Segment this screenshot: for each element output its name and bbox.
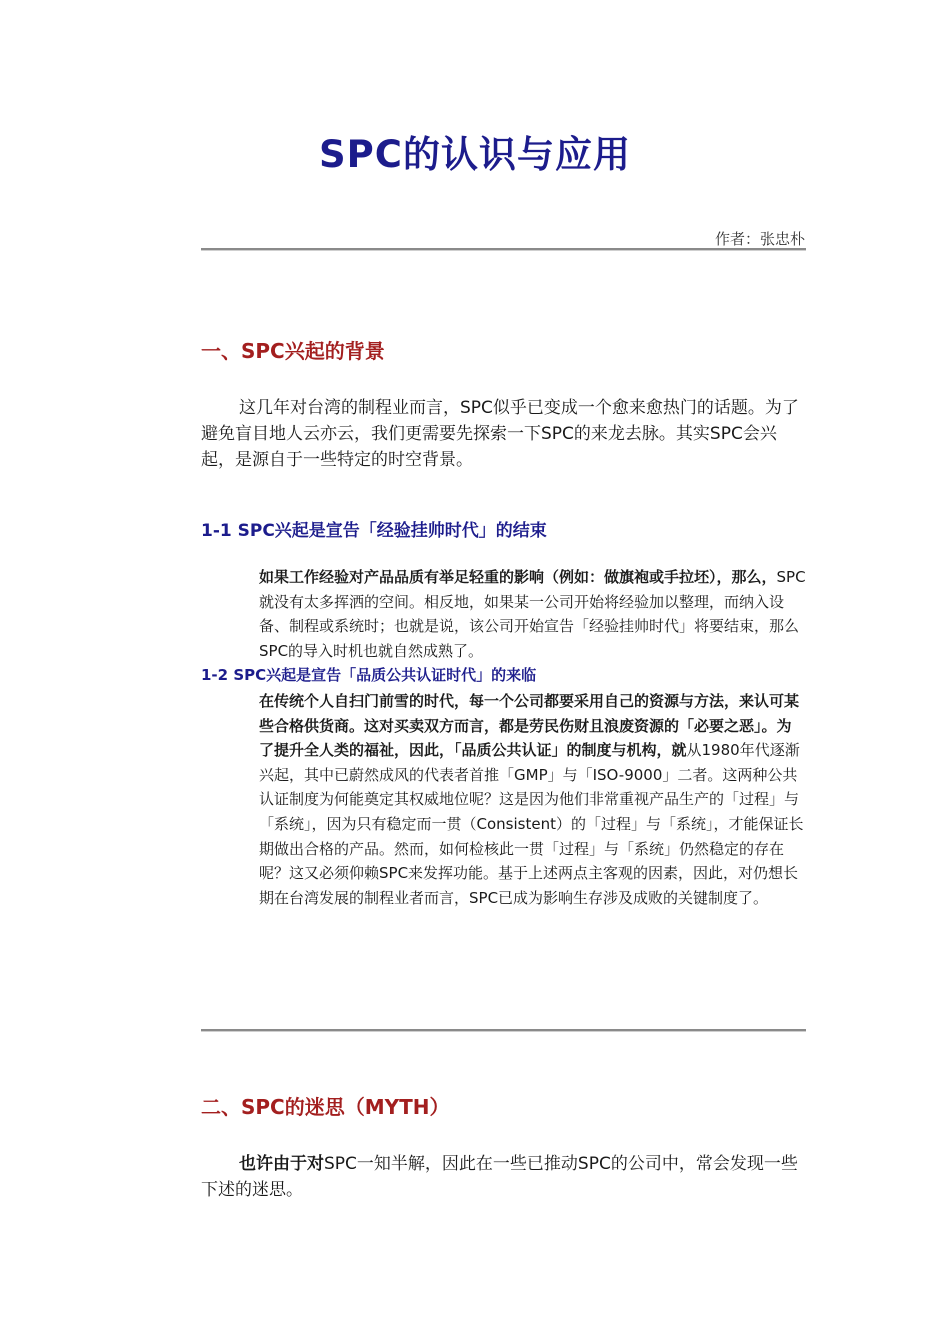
- subsection-1-1-heading: 1-1 SPC兴起是宣告「经验挂帅时代」的结束: [201, 521, 547, 541]
- section-2-intro: [201, 1151, 806, 1203]
- subsection-1-2-body: [259, 689, 806, 910]
- subsection-1-1-bold-text: 如果工作经验对产品品质有举足轻重的影响（例如：做旗袍或手拉坯），那么，: [259, 568, 777, 586]
- section-1-intro: [201, 395, 806, 473]
- section-2-bold-text: 也许由于对: [239, 1154, 324, 1174]
- page-title: SPC的认识与应用: [319, 133, 631, 176]
- subsection-1-2-bold-text: 在传统个人自扫门前雪的时代，每一个公司都要采用自己的资源与方法，来认可某些合格供货商。这对买卖双方而言，都是劳民伤财且浪废资源的「必要之恶」。为了提升全人类的福祉，因此，「品质公共认证」的制度与机构，就: [259, 692, 800, 760]
- subsection-1-1-text: SPC就没有太多挥洒的空间。相反地，如果某一公司开始将经验加以整理，而纳入设备、制程或系统时；也就是说，该公司开始宣告「经验挂帅时代」将要结束，那么SPC的导入时机也就自然成熟了。: [259, 568, 806, 660]
- subsection-1-2-heading: 1-2 SPC兴起是宣告「品质公共认证时代」的来临: [201, 666, 537, 684]
- subsection-1-2-text: 从1980年代逐渐兴起，其中已蔚然成风的代表者首推「GMP」与「ISO-9000」二者。这两种公共认证制度为何能奠定其权威地位呢？这是因为他们非常重视产品生产的「过程」与「系统」，因为只有稳定而一贯（Consistent）的「过程」与「系统」，才能保证长期做出合格的产品。然而，如何检核此一贯「过程」与「系统」仍然稳定的存在呢？这又必须仰赖SPC来发挥功能。基于上述两点主客观的因素，因此，对仍想长期在台湾发展的制程业者而言，SPC已成为影响生存涉及成败的关键制度了。: [259, 741, 804, 907]
- middle-divider: [201, 1029, 806, 1032]
- section-1-heading: 一、SPC兴起的背景: [201, 339, 385, 363]
- section-1-intro-text: 这几年对台湾的制程业而言，SPC似乎已变成一个愈来愈热门的话题。为了避免盲目地人云亦云，我们更需要先探索一下SPC的来龙去脉。其实SPC会兴起，是源自于一些特定的时空背景。: [201, 398, 799, 470]
- top-divider: [201, 248, 806, 251]
- section-2-heading: 二、SPC的迷思（MYTH）: [201, 1095, 450, 1119]
- section-2-text: SPC一知半解，因此在一些已推动SPC的公司中，常会发现一些下述的迷思。: [201, 1154, 798, 1200]
- author-line: 作者：张忠朴: [714, 230, 805, 248]
- subsection-1-1-body: [259, 565, 806, 663]
